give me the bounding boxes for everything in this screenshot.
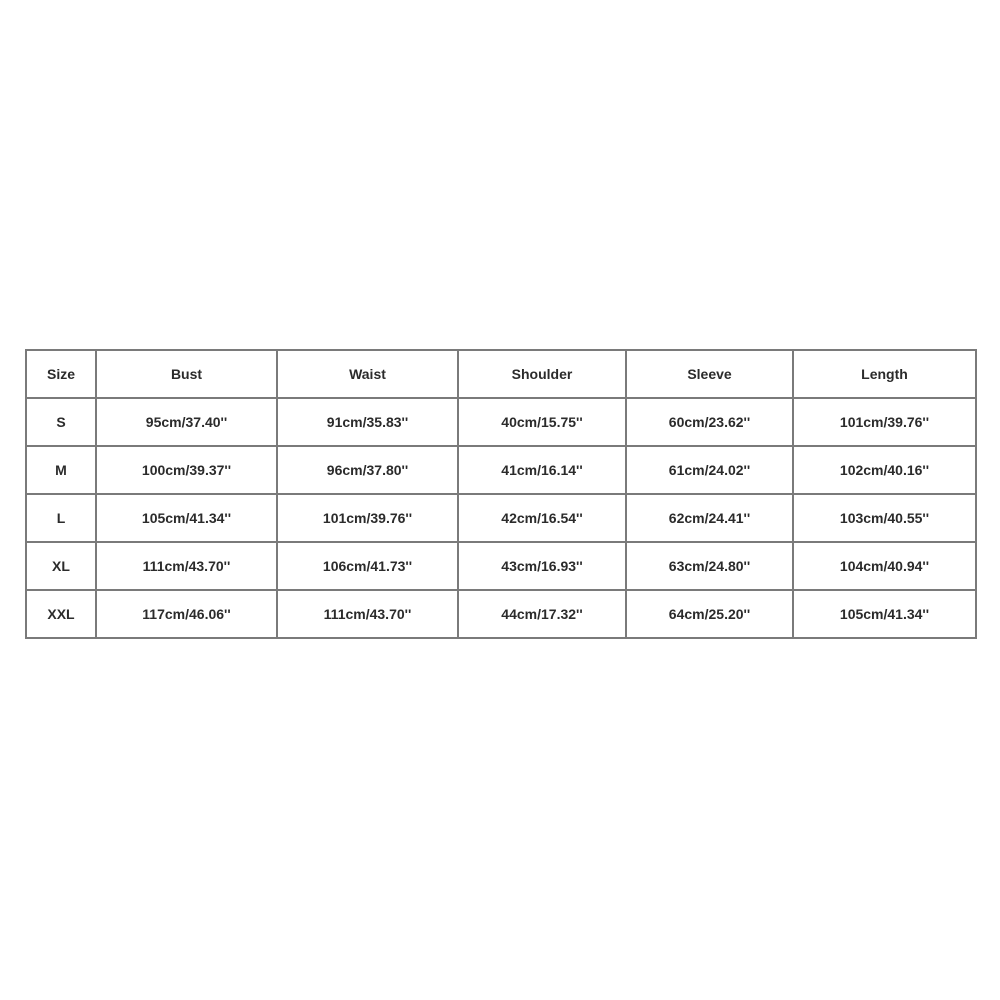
header-row <box>26 350 976 398</box>
size-cell: M <box>26 446 96 494</box>
shoulder-cell: 41cm/16.14'' <box>458 446 626 494</box>
header-sleeve: Sleeve <box>626 350 793 398</box>
sleeve-cell: 63cm/24.80'' <box>626 542 793 590</box>
shoulder-cell: 42cm/16.54'' <box>458 494 626 542</box>
shoulder-cell: 43cm/16.93'' <box>458 542 626 590</box>
shoulder-cell: 40cm/15.75'' <box>458 398 626 446</box>
header-size: Size <box>26 350 96 398</box>
header-waist: Waist <box>277 350 458 398</box>
waist-cell: 111cm/43.70'' <box>277 590 458 638</box>
sleeve-cell: 60cm/23.62'' <box>626 398 793 446</box>
table-row <box>26 542 976 590</box>
size-chart-table <box>25 349 977 639</box>
shoulder-cell: 44cm/17.32'' <box>458 590 626 638</box>
length-cell: 102cm/40.16'' <box>793 446 976 494</box>
bust-cell: 105cm/41.34'' <box>96 494 277 542</box>
length-cell: 104cm/40.94'' <box>793 542 976 590</box>
size-cell: XXL <box>26 590 96 638</box>
table-row <box>26 590 976 638</box>
size-cell: XL <box>26 542 96 590</box>
bust-cell: 100cm/39.37'' <box>96 446 277 494</box>
sleeve-cell: 61cm/24.02'' <box>626 446 793 494</box>
size-cell: L <box>26 494 96 542</box>
bust-cell: 95cm/37.40'' <box>96 398 277 446</box>
length-cell: 105cm/41.34'' <box>793 590 976 638</box>
waist-cell: 91cm/35.83'' <box>277 398 458 446</box>
waist-cell: 106cm/41.73'' <box>277 542 458 590</box>
size-cell: S <box>26 398 96 446</box>
sleeve-cell: 64cm/25.20'' <box>626 590 793 638</box>
sleeve-cell: 62cm/24.41'' <box>626 494 793 542</box>
length-cell: 103cm/40.55'' <box>793 494 976 542</box>
table-row <box>26 398 976 446</box>
header-shoulder: Shoulder <box>458 350 626 398</box>
table-row <box>26 446 976 494</box>
length-cell: 101cm/39.76'' <box>793 398 976 446</box>
table-row <box>26 494 976 542</box>
waist-cell: 101cm/39.76'' <box>277 494 458 542</box>
header-length: Length <box>793 350 976 398</box>
header-bust: Bust <box>96 350 277 398</box>
waist-cell: 96cm/37.80'' <box>277 446 458 494</box>
bust-cell: 117cm/46.06'' <box>96 590 277 638</box>
bust-cell: 111cm/43.70'' <box>96 542 277 590</box>
